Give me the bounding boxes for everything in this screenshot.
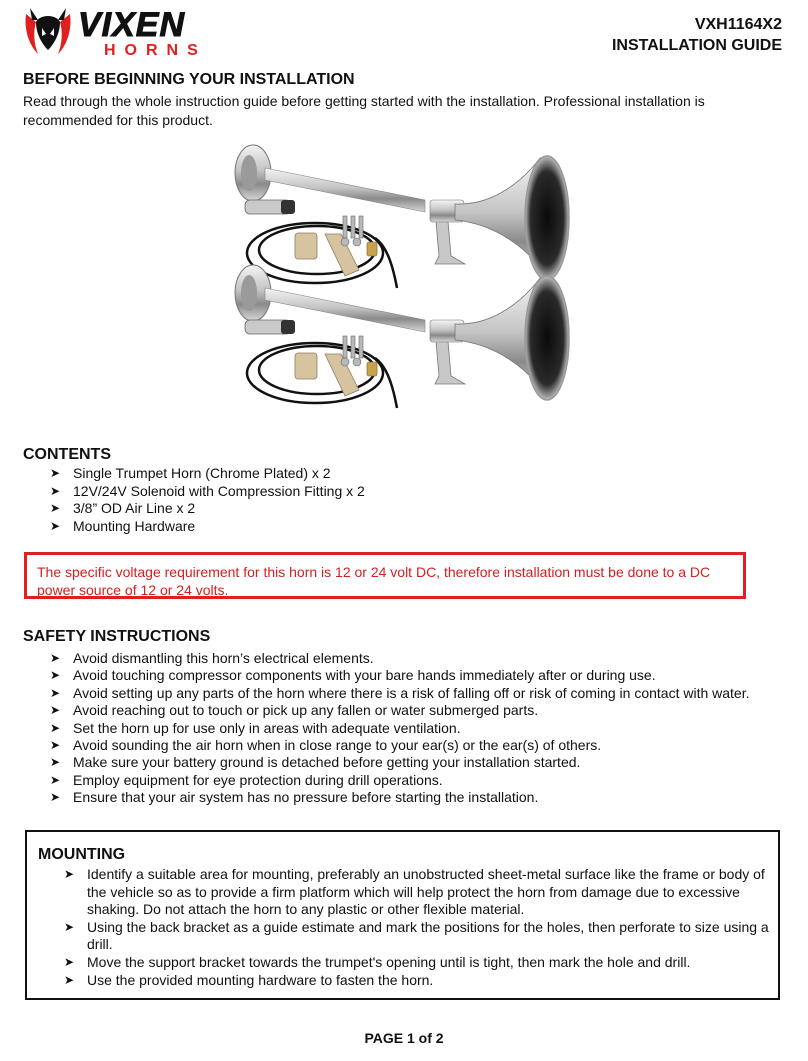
fox-emblem-icon	[26, 8, 71, 54]
document-title: INSTALLATION GUIDE	[611, 37, 782, 54]
arrow-bullet-icon: ➤	[50, 519, 61, 534]
model-number: VXH1164X2	[694, 16, 782, 33]
list-item	[64, 954, 774, 972]
list-item	[50, 702, 790, 719]
list-item	[50, 754, 790, 771]
list-item-text: Employ equipment for eye protection during drill operations.	[73, 771, 443, 788]
mounting-heading: MOUNTING	[38, 846, 126, 863]
arrow-bullet-icon: ➤	[50, 651, 61, 665]
safety-heading: SAFETY INSTRUCTIONS	[23, 628, 211, 645]
list-item	[50, 465, 750, 483]
list-item	[64, 972, 774, 990]
list-item-text: Identify a suitable area for mounting, preferably an unobstructed sheet-metal surface like the frame or body of the vehicle so as to provide a firm platform which will help protect the horn from damage due to excessive shaking. Do not attach the horn to any plastic or other flexible material.	[87, 866, 765, 918]
list-item-text: Using the back bracket as a guide estimate and mark the positions for the holes, then perforate to size using a drill.	[87, 918, 769, 953]
logo-brand-bottom: HORNS	[104, 42, 207, 58]
list-item	[50, 737, 790, 754]
list-item	[50, 667, 790, 684]
list-item-text: Avoid touching compressor components with your bare hands immediately after or during use.	[73, 667, 656, 684]
arrow-bullet-icon: ➤	[64, 867, 75, 881]
contents-list	[50, 465, 750, 536]
product-photo	[225, 138, 585, 438]
list-item	[64, 919, 774, 954]
list-item	[50, 500, 750, 518]
arrow-bullet-icon: ➤	[50, 790, 61, 805]
list-item	[50, 483, 750, 501]
arrow-bullet-icon: ➤	[50, 466, 61, 480]
arrow-bullet-icon: ➤	[64, 954, 75, 969]
list-item	[50, 650, 790, 667]
logo-brand-top: VIXEN	[78, 6, 186, 44]
list-item	[50, 789, 790, 806]
arrow-bullet-icon: ➤	[50, 703, 61, 718]
arrow-bullet-icon: ➤	[50, 772, 61, 787]
list-item-text: Make sure your battery ground is detached before getting your installation started.	[73, 754, 581, 771]
list-item-text: Single Trumpet Horn (Chrome Plated) x 2	[73, 465, 331, 481]
list-item	[50, 720, 790, 737]
voltage-warning-box	[24, 552, 746, 599]
intro-heading: BEFORE BEGINNING YOUR INSTALLATION	[23, 71, 355, 88]
list-item	[50, 518, 750, 536]
arrow-bullet-icon: ➤	[64, 972, 75, 987]
safety-list	[50, 650, 790, 807]
voltage-warning-text: The specific voltage requirement for this horn is 12 or 24 volt DC, therefore installation must be done to a DC power source of 12 or 24 volts.	[37, 564, 711, 598]
list-item-text: Avoid sounding the air horn when in close range to your ear(s) or the ear(s) of others.	[73, 737, 602, 754]
list-item	[64, 866, 774, 919]
arrow-bullet-icon: ➤	[50, 501, 61, 516]
list-item-text: Move the support bracket towards the trumpet's opening until is tight, then mark the hole and drill.	[87, 953, 691, 970]
arrow-bullet-icon: ➤	[50, 668, 61, 683]
list-item-text: Ensure that your air system has no pressure before starting the installation.	[73, 789, 539, 806]
contents-heading: CONTENTS	[23, 446, 111, 463]
list-item-text: Avoid dismantling this horn’s electrical elements.	[73, 650, 374, 666]
mounting-list	[64, 866, 774, 989]
list-item-text: Avoid setting up any parts of the horn where there is a risk of falling off or risk of coming in contact with water.	[73, 684, 750, 701]
list-item-text: Use the provided mounting hardware to fasten the horn.	[87, 971, 434, 988]
arrow-bullet-icon: ➤	[50, 685, 61, 700]
intro-text: Read through the whole instruction guide before getting started with the installation. Professional installation is recommended for this product.	[23, 93, 705, 128]
arrow-bullet-icon: ➤	[50, 738, 61, 753]
page-number: PAGE 1 of 2	[364, 1030, 444, 1046]
arrow-bullet-icon: ➤	[64, 919, 75, 934]
mounting-section	[25, 830, 780, 1000]
list-item-text: Mounting Hardware	[73, 518, 196, 535]
list-item-text: Avoid reaching out to touch or pick up any fallen or water submerged parts.	[73, 702, 539, 719]
vixen-horns-logo	[22, 4, 240, 58]
document-header	[612, 14, 782, 56]
arrow-bullet-icon: ➤	[50, 483, 61, 498]
list-item	[50, 685, 790, 702]
arrow-bullet-icon: ➤	[50, 755, 61, 770]
arrow-bullet-icon: ➤	[50, 720, 61, 735]
list-item-text: Set the horn up for use only in areas with adequate ventilation.	[73, 719, 461, 736]
list-item-text: 3/8” OD Air Line x 2	[73, 500, 196, 517]
list-item	[50, 772, 790, 789]
list-item-text: 12V/24V Solenoid with Compression Fitting x 2	[73, 482, 365, 499]
